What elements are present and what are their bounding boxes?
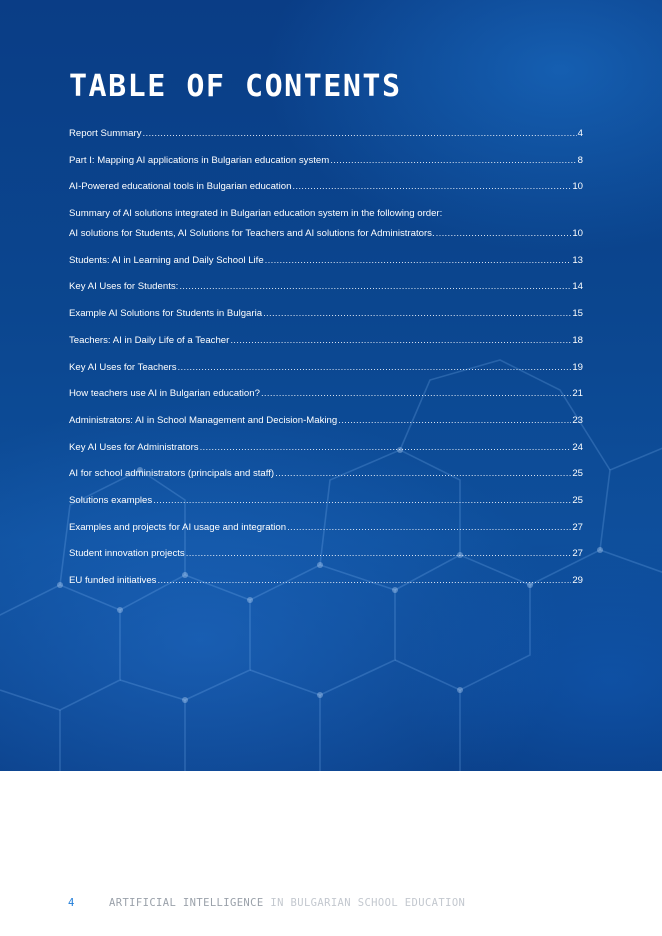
toc-entry-title: Examples and projects for AI usage and integration — [69, 522, 287, 533]
toc-entry-page: 10 — [572, 181, 583, 192]
toc-entry-title: Key AI Uses for Administrators — [69, 442, 199, 453]
toc-entry[interactable] — [69, 522, 583, 534]
toc-entry-page: 8 — [577, 155, 583, 166]
toc-entry[interactable] — [69, 548, 583, 560]
toc-entry-page: 27 — [572, 522, 583, 533]
page-title: TABLE OF CONTENTS — [69, 69, 402, 104]
toc-entry-page: 23 — [572, 415, 583, 426]
toc-entry-page: 27 — [572, 548, 583, 559]
toc-entry-title: AI-Powered educational tools in Bulgarian education — [69, 181, 292, 192]
toc-entry-leader — [178, 362, 572, 374]
toc-entry-page: 18 — [572, 335, 583, 346]
toc-entry-leader — [436, 228, 572, 240]
footer-title-part2: IN BULGARIAN SCHOOL EDUCATION — [270, 897, 466, 909]
toc-entry-title: AI solutions for Students, AI Solutions for Teachers and AI solutions for Administrators. — [69, 228, 435, 239]
footer-running-title — [109, 897, 465, 909]
toc-entry[interactable] — [69, 495, 583, 507]
toc-entry-page: 25 — [572, 468, 583, 479]
toc-entry-page: 13 — [572, 255, 583, 266]
toc-entry-leader — [287, 522, 571, 534]
toc-entry-leader — [230, 335, 571, 347]
toc-entry-page: 25 — [572, 495, 583, 506]
toc-entry-title: Key AI Uses for Students: — [69, 281, 179, 292]
toc-entry-title: Report Summary — [69, 128, 142, 139]
toc-entry-leader — [261, 388, 571, 400]
toc-entry-leader — [153, 495, 571, 507]
toc-entry-title: Solutions examples — [69, 495, 153, 506]
toc-entry[interactable] — [69, 362, 583, 374]
toc-entry[interactable] — [69, 228, 583, 240]
toc-entry[interactable] — [69, 255, 583, 267]
toc-entry-title: Student innovation projects — [69, 548, 185, 559]
toc-entry-leader — [330, 155, 576, 167]
footer-page-number: 4 — [68, 897, 75, 909]
toc-entry[interactable] — [69, 575, 583, 587]
toc-entry-page: 14 — [572, 281, 583, 292]
toc-summary-intro: Summary of AI solutions integrated in Bulgarian education system in the following order: — [69, 208, 443, 219]
toc-entry-page: 19 — [572, 362, 583, 373]
toc-entry-title: Administrators: AI in School Management and Decision-Making — [69, 415, 338, 426]
toc-entry[interactable] — [69, 442, 583, 454]
toc-entry-leader — [275, 468, 571, 480]
toc-entry[interactable] — [69, 308, 583, 320]
toc-entry-page: 10 — [572, 228, 583, 239]
toc-entry-page: 4 — [577, 128, 583, 139]
toc-entry-page: 21 — [572, 388, 583, 399]
toc-entry[interactable] — [69, 155, 583, 167]
toc-entry-title: Teachers: AI in Daily Life of a Teacher — [69, 335, 230, 346]
toc-entry[interactable] — [69, 128, 583, 140]
toc-entry-title: Example AI Solutions for Students in Bulgaria — [69, 308, 263, 319]
toc-entry-leader — [186, 548, 572, 560]
toc-entry-title: Key AI Uses for Teachers — [69, 362, 177, 373]
toc-entry-leader — [143, 128, 577, 140]
toc-entry-title: How teachers use AI in Bulgarian education? — [69, 388, 260, 399]
toc-entry[interactable] — [69, 281, 583, 293]
toc-entry-leader — [263, 308, 571, 320]
toc-entry[interactable] — [69, 468, 583, 480]
toc-entry-leader — [265, 255, 572, 267]
toc-entry-title: AI for school administrators (principals and staff) — [69, 468, 275, 479]
toc-entry-page: 29 — [572, 575, 583, 586]
toc-entry-page: 24 — [572, 442, 583, 453]
toc-entry[interactable] — [69, 335, 583, 347]
toc-entry-leader — [292, 181, 571, 193]
toc-entry-title: EU funded initiatives — [69, 575, 157, 586]
toc-entry-leader — [200, 442, 572, 454]
toc-entry-title: Part I: Mapping AI applications in Bulgarian education system — [69, 155, 330, 166]
toc-entry[interactable] — [69, 181, 583, 193]
toc-entry-page: 15 — [572, 308, 583, 319]
toc-entry-title: Students: AI in Learning and Daily School Life — [69, 255, 264, 266]
toc-entry[interactable] — [69, 415, 583, 427]
toc-entry[interactable] — [69, 388, 583, 400]
footer-title-part1: ARTIFICIAL INTELLIGENCE — [109, 897, 264, 909]
toc-entry-leader — [338, 415, 571, 427]
toc-entry-leader — [179, 281, 571, 293]
toc-entry-leader — [157, 575, 571, 587]
